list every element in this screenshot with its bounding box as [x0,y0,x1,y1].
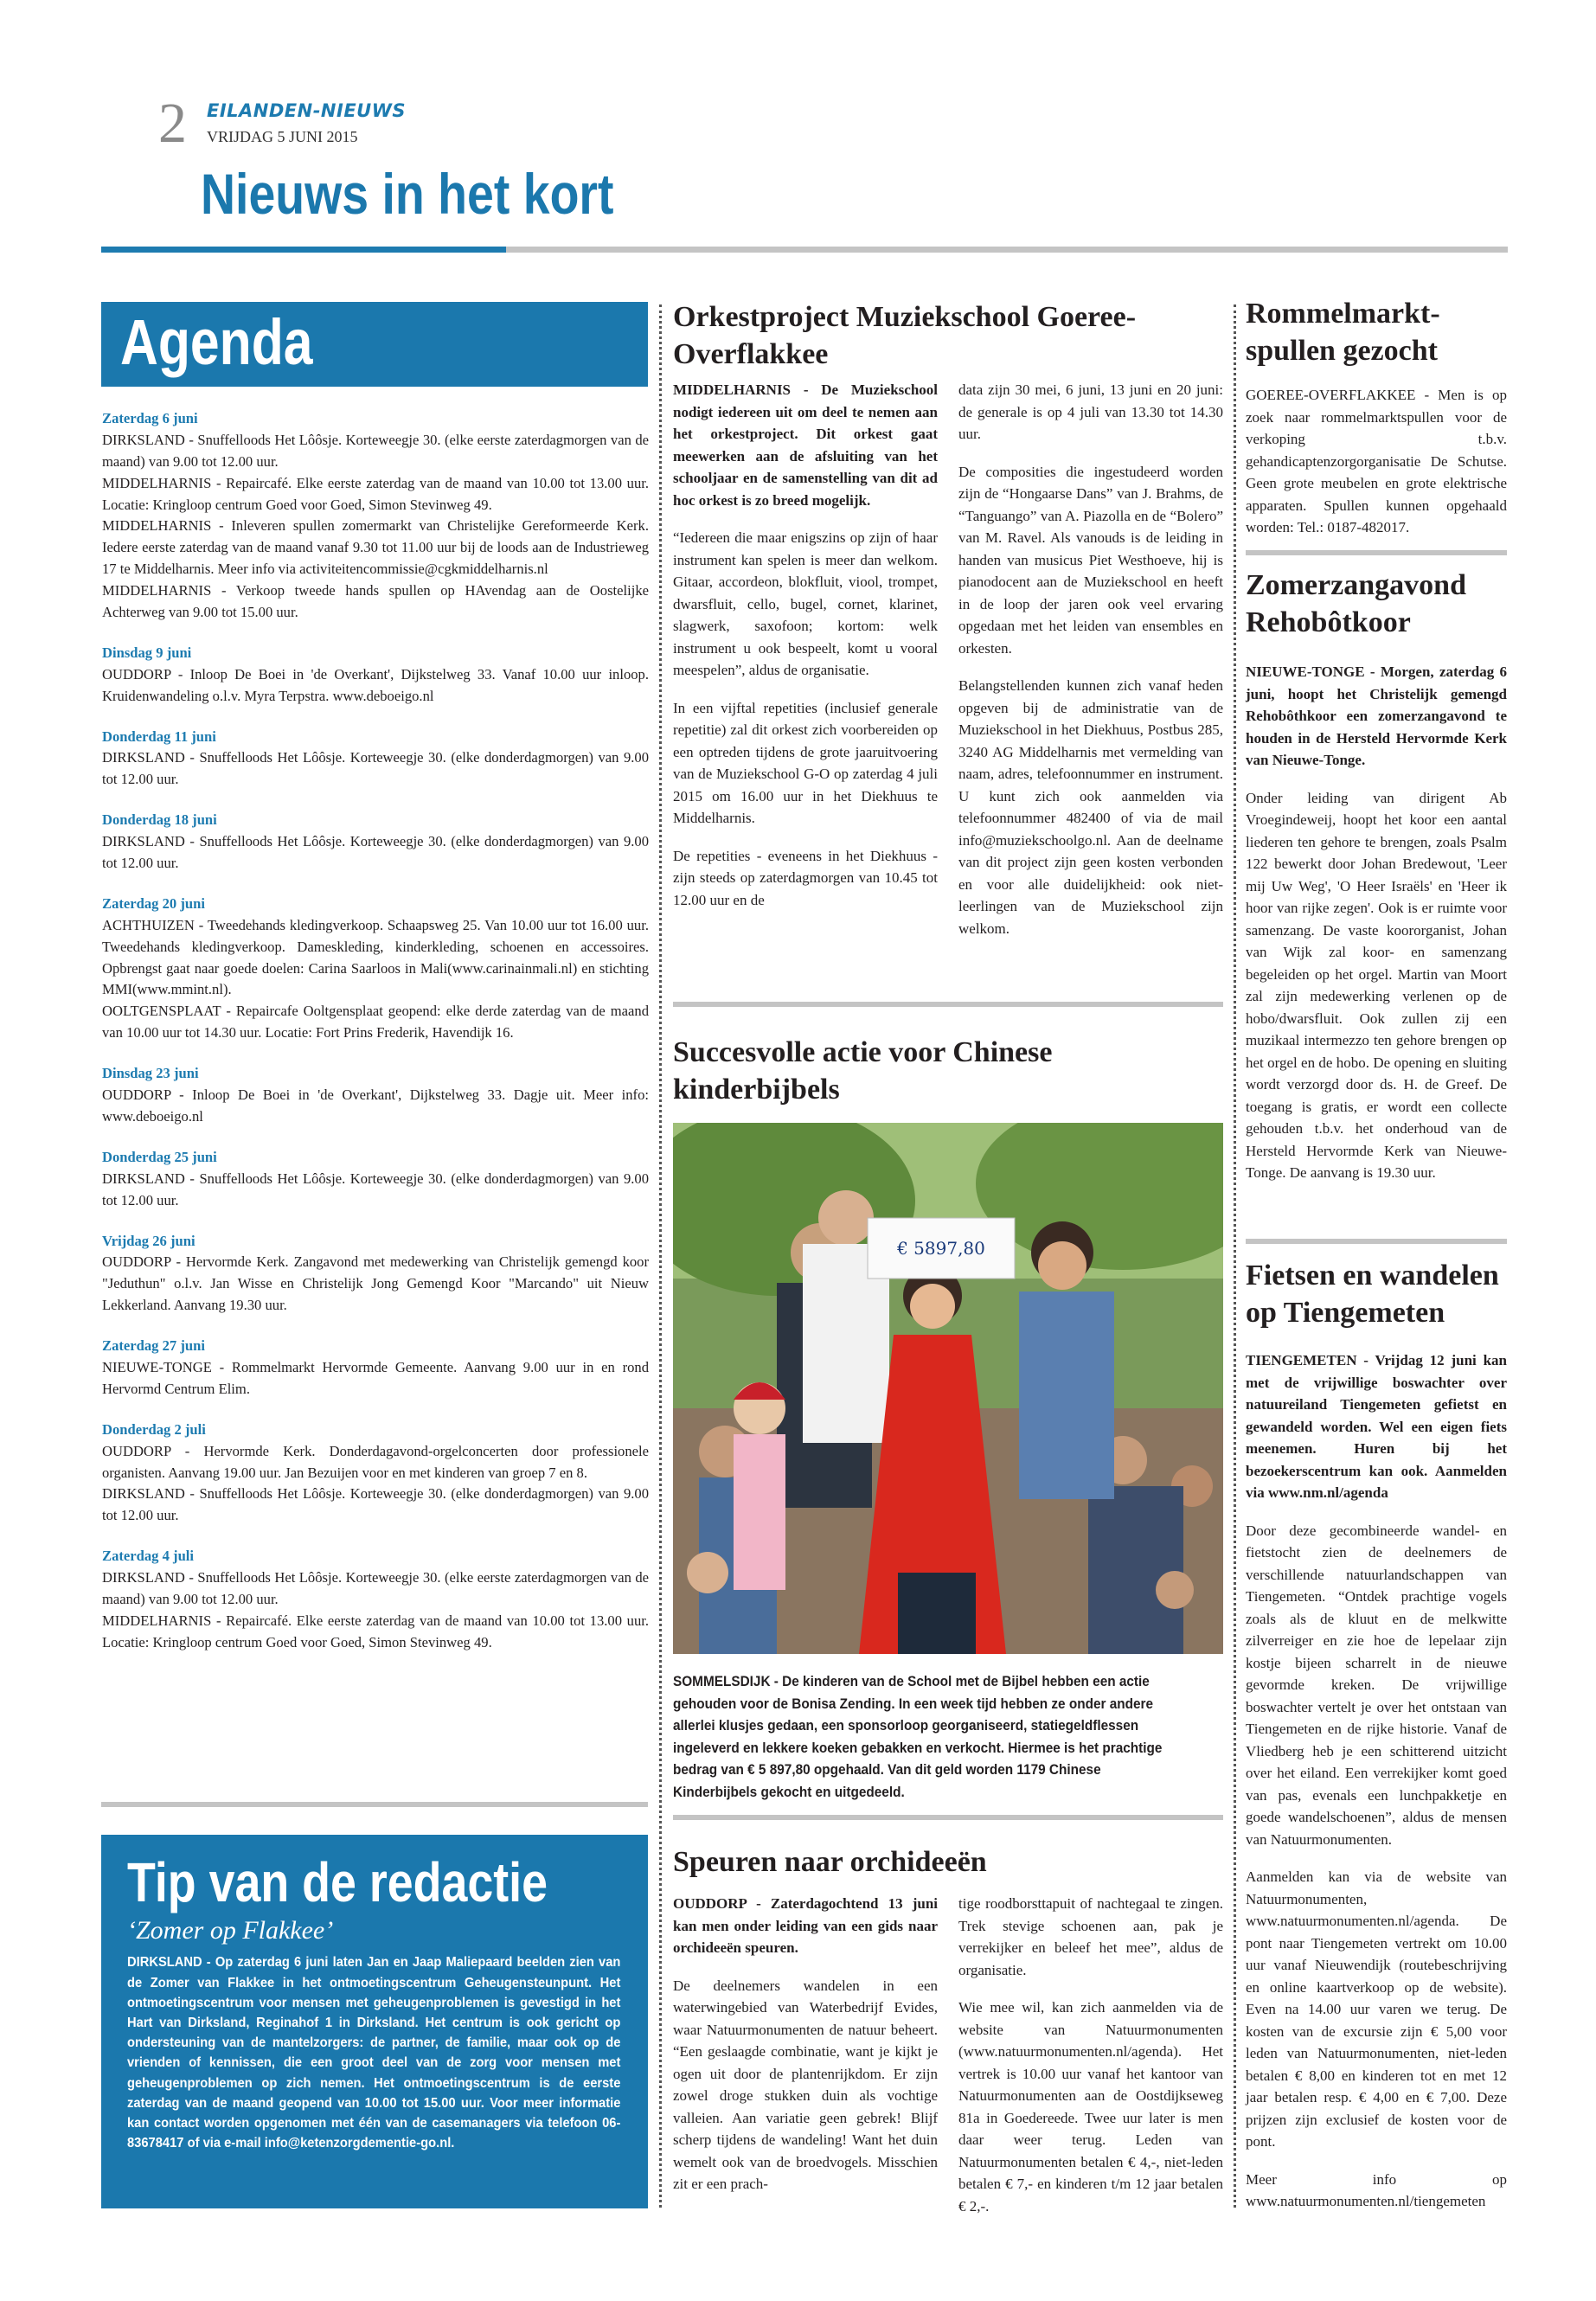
article-rule [1246,1239,1507,1244]
article-paragraph: Onder leiding van dirigent Ab Vroegindeweij, hoopt het koor een aantal liederen ten gehore te brengen, zoals Psalm 122 bewerkt door Johan Bredewout, 'Leer mij Uw Weg', 'O Heer Israëls' en 'Heer ik hoor van rijke zegen'. Ook is er ruimte voor samenzang. De vaste koororganist, Johan van Wijk zal koor- en samenzang begeleiden op het orgel. Martin van Moort zal zijn medewerking verlenen op de hobo/dwarsfluit. Ook zullen zij een muzikaal intermezzo ten gehore brengen op het orgel en de hobo. De opening en sluiting wordt verzorgd door ds. H. de Greef. De toegang is gratis, er wordt een collecte gehouden t.b.v. het onderhoud van de Hersteld Hervormde Kerk van Nieuwe-Tonge. De aanvang is 19.30 uur. [1246,789,1507,1181]
article-paragraph: In een vijftal repetities (inclusief generale repetitie) zal dit orkest zich voorbereiden op een optreden tijdens de grote jaaruitvoering van de Muziekschool G-O op zaterdag 4 juli 2015 om 16.00 uur in het Diekhuus te Middelharnis. [673,699,938,826]
article-paragraph: Meer info op www.natuurmonumenten.nl/tiengemeten [1246,2170,1507,2209]
article-body [958,1893,1223,2233]
article-body [1246,661,1507,1200]
agenda-day: Donderdag 11 juni [102,727,216,745]
agenda-day: Donderdag 25 juni [102,1148,217,1165]
article-rule [673,1815,1223,1820]
article-paragraph: Aanmelden kan via de website van Natuurmonumenten, www.natuurmonumenten.nl/agenda. De pont naar Tiengemeten vertrekt om 10.00 uur vanaf Nieuwendijk (routebeschrijving en online kaartverkoop op de website). Even na 14.00 uur varen we terug. De kosten van de excursie zijn € 5,00 voor leden van Natuurmonumenten, niet-leden betalen € 8,00 en kinderen tot en met 12 jaar betalen resp. € 4,00 en € 7,00. Deze prijzen zijn exclusief de kosten voor de pont. [1246,1868,1507,2150]
agenda-entry-text: DIRKSLAND - Snuffelloods Het Lôôsje. Korteweegje 30. (elke eerste zaterdagmorgen van de maand) van 9.00 tot 12.00 uur. MIDDELHARNIS - Repaircafé. Elke eerste zaterdag van de maand van 10.00 tot 13.00 uur. Locatie: Kringloop centrum Goed voor Goed, Simon Stevinweg 49. MIDDELHARNIS - Inleveren spullen zomermarkt van Christelijke Gereformeerde Kerk. Iedere eerste zaterdag van de maand vanaf 9.30 tot 11.00 uur bij de loods aan de Industrieweg 17 te Middelharnis. Meer info via activiteitencommissie@cgkmiddelharnis.nl MIDDELHARNIS - Verkoop tweede hands spullen op HAvendag aan de Oostelijke Achterweg van 9.00 tot 15.00 uur. [102,431,649,621]
article-lead: OUDDORP - Zaterdagochtend 13 juni kan men onder leiding van een gids naar orchideeën speuren. [673,1895,938,1956]
article-paragraph: “Iedereen die maar enigszins op zijn of haar instrument kan spelen is meer dan welkom. Gitaar, accordeon, blokfluit, viool, trompet, dwarsfluit, cello, bugel, cornet, klarinet, slagwerk, saxofoon; kortom: welk instrument u ook bespeelt, komt u vooral meespelen”, aldus de organisatie. [673,529,938,678]
agenda-entry-text: OUDDORP - Inloop De Boei in 'de Overkant', Dijkstelweg 33. Vanaf 10.00 uur inloop. Kruidenwandeling o.l.v. Myra Terpstra. www.deboeigo.nl [102,665,649,704]
article-body [1246,1349,1507,2228]
agenda-entry-text: OUDDORP - Inloop De Boei in 'de Overkant', Dijkstelweg 33. Dagje uit. Meer info: www.deboeigo.nl [102,1086,649,1125]
agenda-rule [101,1802,648,1807]
article-rule [1246,550,1507,555]
issue-date: VRIJDAG 5 JUNI 2015 [207,128,358,145]
article-title: Orkestproject Muziekschool Goeree-Overflakkee [673,301,1137,370]
article-lead: TIENGEMETEN - Vrijdag 12 juni kan met de vrijwillige boswachter over natuureiland Tiengemeten gefietst en gewandeld worden. Wel een eigen fiets meenemen. Huren bij het bezoekerscentrum kan ook. Aanmelden via www.nm.nl/agenda [1246,1352,1507,1501]
article-paragraph: GOEREE-OVERFLAKKEE - Men is op zoek naar rommelmarktspullen voor de verkoping t.b.v. gehandicaptenzorgorganisatie De Schutse. Geen grote meubelen en grote elektrische apparaten. Spullen kunnen opgehaald worden: Tel.: 0187-482017. [1246,387,1507,535]
article-paragraph: tige roodborsttapuit of nachtegaal te zingen. Trek stevige schoenen aan, pak je verrekijker en beleef het mee”, aldus de organisatie. [958,1895,1223,1978]
article-body [673,379,938,926]
article-paragraph: De repetities - eveneens in het Diekhuus - zijn steeds op zaterdagmorgen van 10.45 tot 12.00 uur en de [673,847,938,908]
photo-caption: SOMMELSDIJK - De kinderen van de School met de Bijbel hebben een actie gehouden voor de Bonisa Zending. In een week tijd hebben ze onder andere allerlei klusjes gedaan, een sponsorloop georganiseerd, statiegeldflessen ingeleverd en lekkere koeken gebakken en verkocht. Hiermee is het prachtige bedrag van € 5 897,80 opgehaald. Van dit geld worden 1179 Chinese Kinderbijbels gekocht en uitgedeeld. [673,1674,1163,1800]
tip-text: DIRKSLAND - Op zaterdag 6 juni laten Jan en Jaap Maliepaard beelden zien van de Zomer van Flakkee in het ontmoetingscentrum Geheugensteunpunt. Het ontmoetingscentrum voor mensen met geheugenproblemen is gevestigd in het Hart van Dirksland, Reginahof 1 in Dirksland. Het centrum is ook gericht op ondersteuning van de mantelzorgers: de partner, de familie, maar ook op de vrienden of kennissen, die een groot deel van de zorg voor mensen met geheugenproblemen op zich nemen. Het ontmoetingscentrum is de eerste zaterdag van de maand geopend van 10.00 tot 15.00 uur. Voor meer informatie kan contact worden opgenomen met één van de casemanagers via telefoon 06-83678417 of via e-mail info@ketenzorgdementie-go.nl. [127,1955,621,2151]
article-paragraph: Wie mee wil, kan zich aanmelden via de website van Natuurmonumenten (www.natuurmonumenten.nl/agenda). Het vertrek is 10.00 uur vanaf het kantoor van Natuurmonumenten aan de Oostdijkseweg 81a in Goedereede. Twee uur later is men daar weer terug. Leden van Natuurmonumenten betalen € 4,-, niet-leden betalen € 7,- en kinderen t/m 12 jaar betalen € 2,-. [958,1999,1223,2214]
header-rule-accent [101,247,506,253]
section-title: Nieuws in het kort [201,162,614,226]
article-rule [673,1002,1223,1007]
tip-box [101,1835,648,2208]
article-paragraph: Door deze gecombineerde wandel- en fietstocht zien de deelnemers de verschillende natuurlandschappen van Tiengemeten. “Ontdek prachtige vogels zoals als de kluut en de melkwitte zilverreiger en zie hoe de lepelaar zijn kostje bijeen scharrelt in de nieuwe gevormde kreken. De vrijwillige boswachter vertelt je over het ontstaan van Tiengemeten en de rijke historie. Vanaf de Vliedberg heb je een schitterend uitzicht over het eiland. Een verrekijker komt goed van pas, evenals een lunchpakketje en goede wandelschoenen”, aldus de mensen van Natuurmonumenten. [1246,1522,1507,1848]
agenda-day: Donderdag 2 juli [102,1420,206,1438]
article-title: Succesvolle actie voor Chinese kinderbijbels [673,1036,1053,1106]
article-paragraph: De deelnemers wandelen in een waterwingebied van Waterbedrijf Evides, waar Natuurmonumenten de natuur beheert. “Een geslaagde combinatie, want je kijkt je ogen uit door de plantenrijkdom. Er zijn zowel droge stukken duin als vochtige valleien. Aan variatie geen gebrek! Blijf scherp tijdens de wandeling! Want het duin wemelt ook van de broedvogels. Misschien zit er een prach- [673,1977,938,2192]
children-photo [673,1123,1223,1654]
article-lead: MIDDELHARNIS - De Muziekschool nodigt iedereen uit om deel te nemen aan het orkestproject. Dit orkest gaat meewerken aan de afsluiting van het schooljaar en de samenstelling van dit ad hoc orkest is zo breed mogelijk. [673,381,938,509]
article-paragraph: Belangstellenden kunnen zich vanaf heden opgeven bij de administratie van de Muziekschool in het Diekhuus, Postbus 285, 3240 AG Middelharnis met vermelding van naam, adres, telefoonnummer en instrument. U kunt zich ook aanmelden via telefoonnummer 482400 of via de mail info@muziekschoolgo.nl. Aan de deelname van dit project zijn geen kosten verbonden en voor alle duidelijkheid: ook niet-leerlingen van de Muziekschool zijn welkom. [958,677,1223,937]
agenda-day: Zaterdag 6 juni [102,410,198,426]
article-body [958,379,1223,955]
agenda-day: Dinsdag 9 juni [102,644,192,661]
article-lead: NIEUWE-TONGE - Morgen, zaterdag 6 juni, hoopt het Christelijk gemengd Rehobôthkoor een zomerzangavond te houden in de Hersteld Hervormde Kerk van Nieuwe-Tonge. [1246,663,1507,768]
article-title: Zomerzangavond Rehobôtkoor [1246,569,1466,638]
agenda-day: Donderdag 18 juni [102,811,217,829]
agenda-list [102,408,649,1654]
article-body [1246,384,1507,554]
article-title: Speuren naar orchideeën [673,1846,987,1878]
agenda-day: Zaterdag 4 juli [102,1548,195,1565]
tip-subtitle: ‘Zomer op Flakkee’ [127,1916,334,1945]
article-body [673,1893,938,2211]
tip-title: Tip van de redactie [127,1851,548,1913]
agenda-day: Dinsdag 23 juni [102,1065,199,1082]
column-divider [1234,304,1236,2208]
masthead-logo: EILANDEN-NIEUWS [207,100,407,121]
agenda-entry-text: DIRKSLAND - Snuffelloods Het Lôôsje. Korteweegje 30. (elke donderdagmorgen) van 9.00 tot 12.00 uur. [102,833,649,872]
agenda-entry-text: DIRKSLAND - Snuffelloods Het Lôôsje. Korteweegje 30. (elke donderdagmorgen) van 9.00 tot 12.00 uur. [102,749,649,788]
agenda-entry-text: OUDDORP - Hervormde Kerk. Donderdagavond-orgelconcerten door professionele organisten. Aanvang 19.00 uur. Jan Bezuijen voor en met kinderen van groep 7 en 8. DIRKSLAND - Snuffelloods Het Lôôsje. Korteweegje 30. (elke donderdagmorgen) van 9.00 tot 12.00 uur. [102,1442,649,1524]
agenda-entry-text: DIRKSLAND - Snuffelloods Het Lôôsje. Korteweegje 30. (elke donderdagmorgen) van 9.00 tot 12.00 uur. [102,1170,649,1208]
agenda-day: Zaterdag 20 juni [102,894,205,912]
article-paragraph: data zijn 30 mei, 6 juni, 13 juni en 20 juni: de generale is op 4 juli van 13.30 tot 14.30 uur. [958,381,1223,442]
page-number: 2 [158,92,187,155]
agenda-entry-text: ACHTHUIZEN - Tweedehands kledingverkoop. Schaapsweg 25. Van 10.00 uur tot 16.00 uur. Tweedehands kledingverkoop. Dameskleding, kinderkleding, schoenen en accessoires. Opbrengst gaat naar goede doelen: Carina Saarloos in Mali(www.carinainmali.nl) en stichting MMI(www.mmint.nl). OOLTGENSPLAAT - Repaircafe Ooltgensplaat geopend: elke derde zaterdag van de maand van 10.00 uur tot 14.30 uur. Locatie: Fort Prins Frederik, Havendijk 16. [102,916,649,1042]
article-title: Fietsen en wandelen op Tiengemeten [1246,1259,1499,1329]
agenda-day: Zaterdag 27 juni [102,1337,205,1355]
agenda-entry-text: OUDDORP - Hervormde Kerk. Zangavond met medewerking van Christelijk gemengd koor "Jeduthun" o.l.v. Jan Wisse en Christelijk Jong Gemengd Koor "Marcando" uit Nieuw Lekkerland. Aanvang 19.30 uur. [102,1253,649,1314]
column-divider [659,304,662,2208]
article-paragraph: De composities die ingestudeerd worden zijn de “Hongaarse Dans” van J. Brahms, de “Tanguango” van A. Piazolla en de “Bolero” van M. Ravel. Als vanouds is de leiding in handen van musicus Piet Westhoeve, hij is pianodocent aan de Muziekschool en heeft in de loop der jaren ook veel ervaring opgedaan met het leiden van ensembles en orkesten. [958,463,1223,657]
agenda-entry-text: NIEUWE-TONGE - Rommelmarkt Hervormde Gemeente. Aanvang 9.00 uur in en rond Hervormd Centrum Elim. [102,1358,649,1397]
sign-text: € 5897,80 [897,1238,985,1259]
agenda-title: Agenda [120,306,313,378]
header-rule [506,247,1508,253]
article-title: Rommelmarkt-spullen gezocht [1246,298,1440,367]
agenda-header [101,302,648,387]
agenda-day: Vrijdag 26 juni [102,1232,195,1249]
agenda-entry-text: DIRKSLAND - Snuffelloods Het Lôôsje. Korteweegje 30. (elke eerste zaterdagmorgen van de maand) van 9.00 tot 12.00 uur. MIDDELHARNIS - Repaircafé. Elke eerste zaterdag van de maand van 10.00 tot 13.00 uur. Locatie: Kringloop centrum Goed voor Goed, Simon Stevinweg 49. [102,1569,649,1650]
photo-illustration [673,1123,1223,1654]
